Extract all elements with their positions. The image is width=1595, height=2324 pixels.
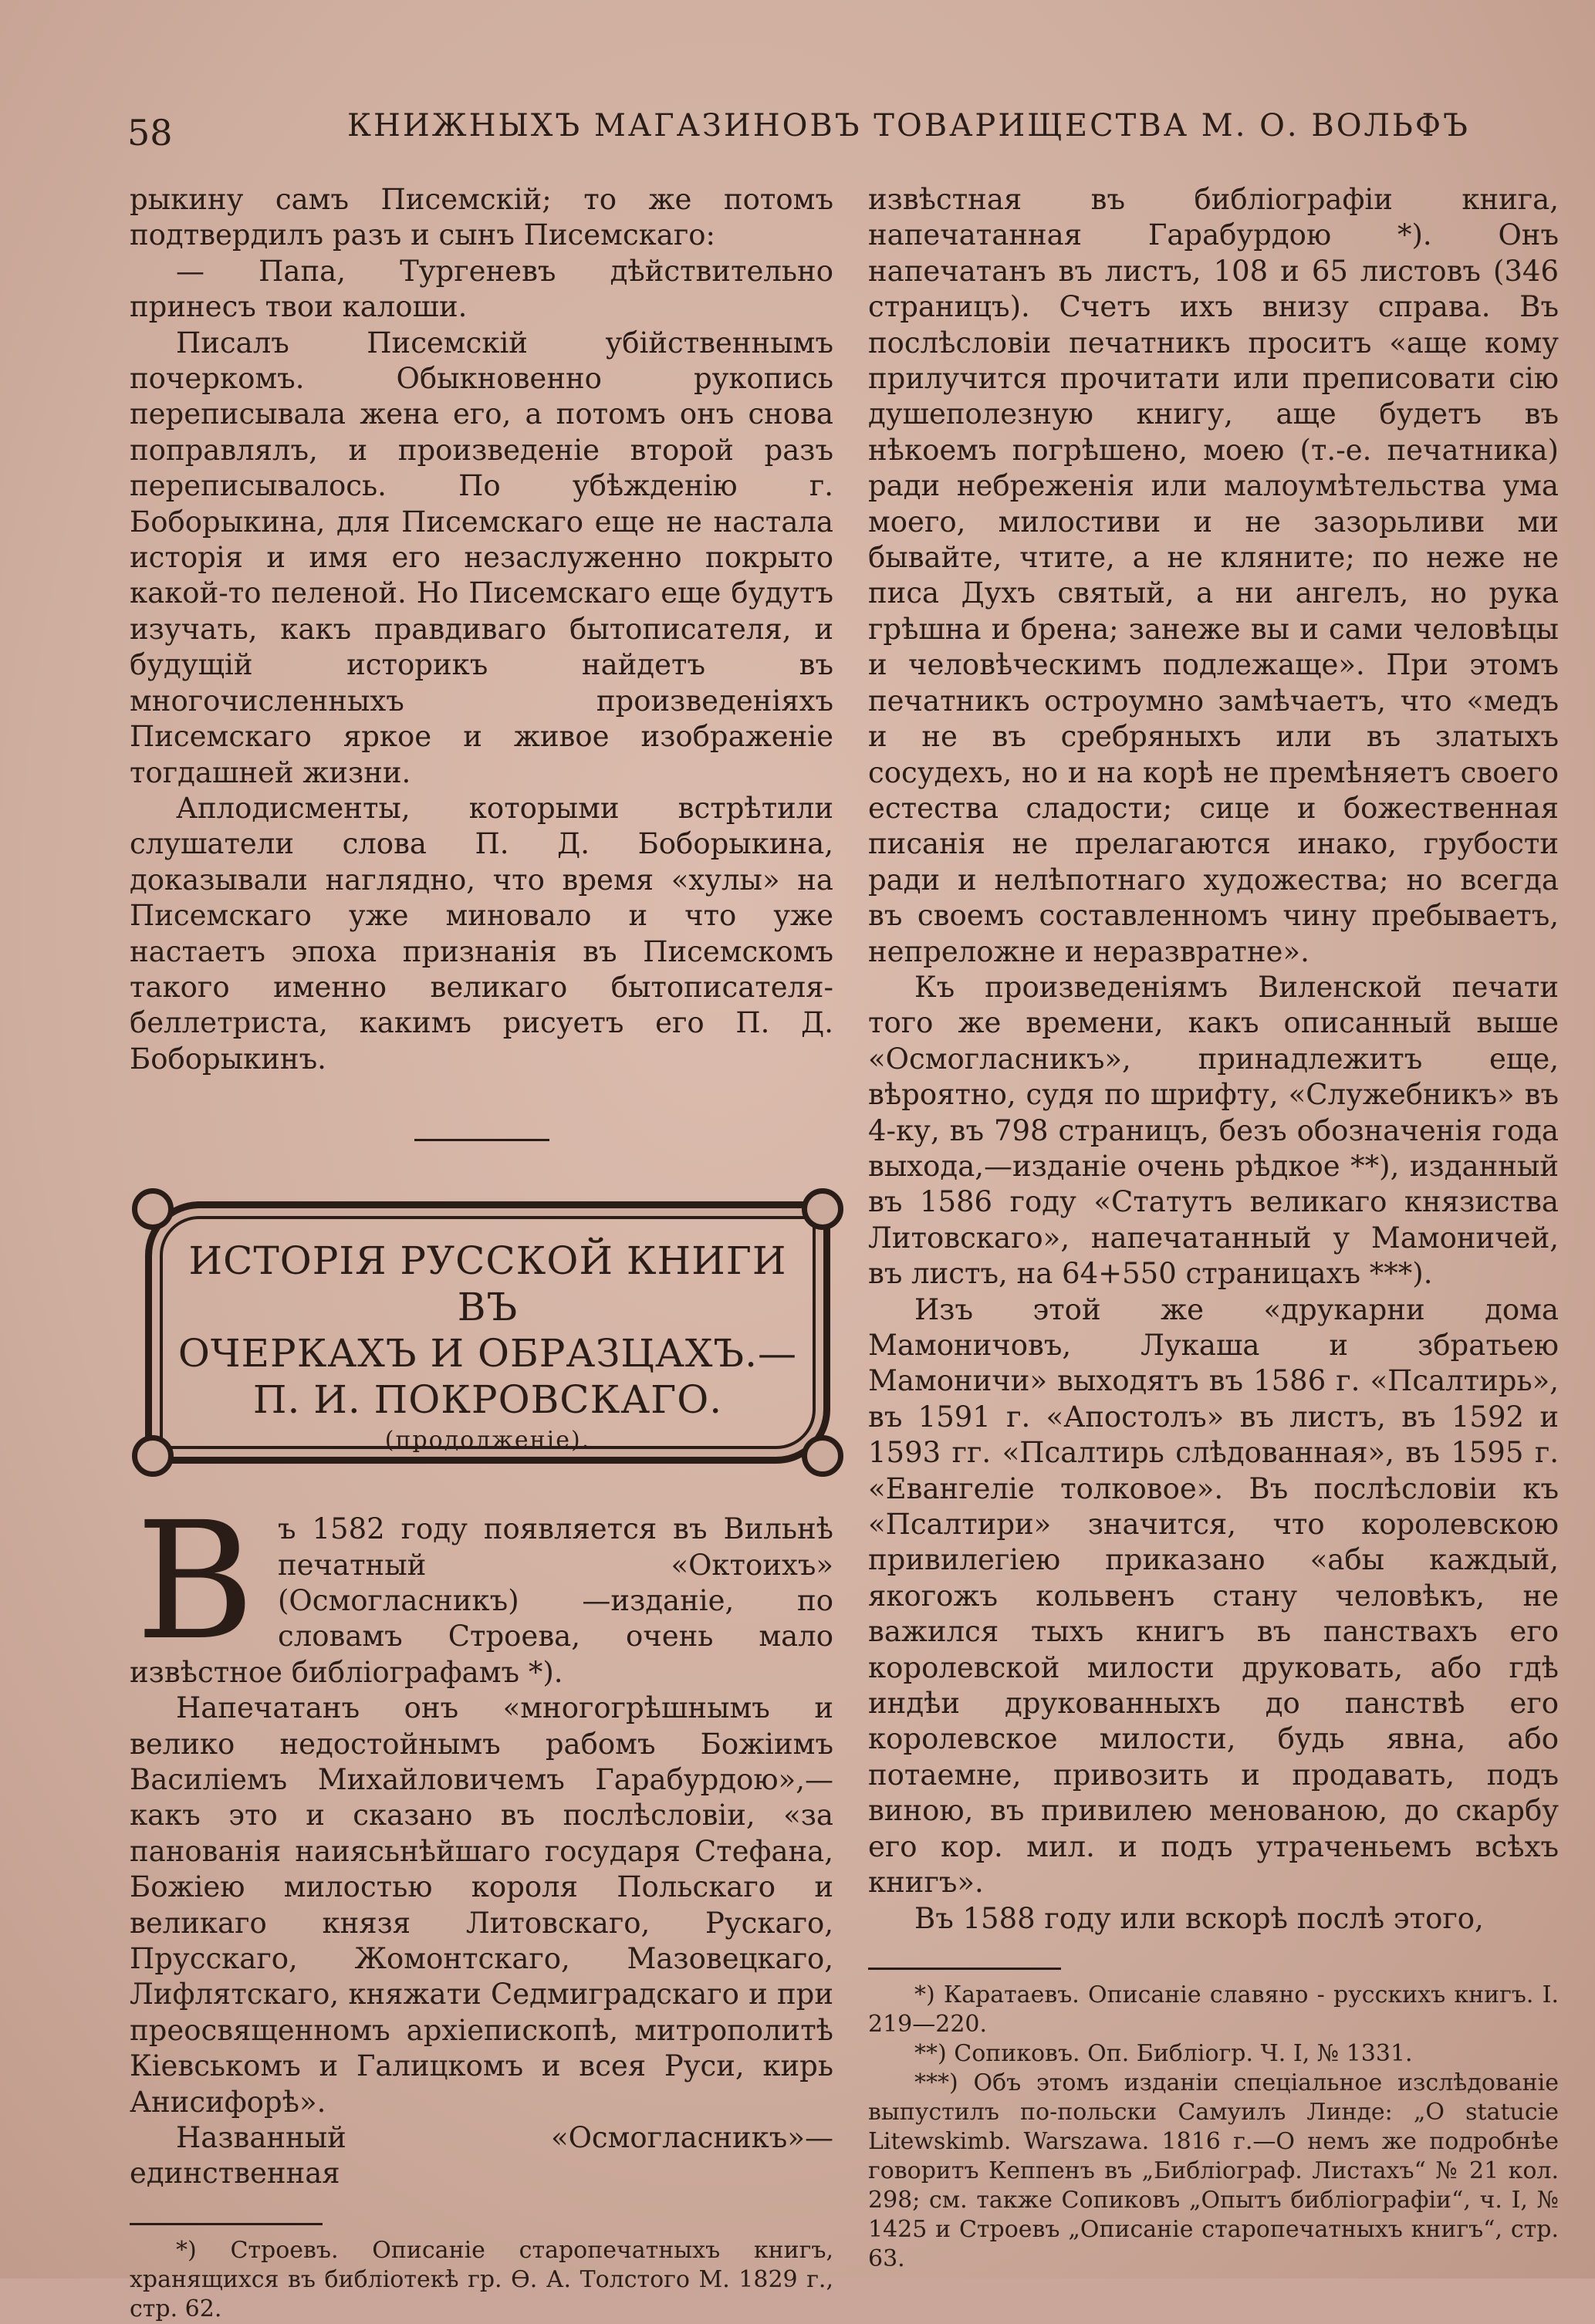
paragraph: Изъ этой же «друкарни дома Мамоничовъ, Лукаша и збратьею Мамоничи» выходятъ въ 1586 г. «Псалтирь», въ 1591 г. «Апостолъ» въ листъ, въ 1592 и 1593 гг. «Псалтирь слѣдованная», въ 1595 г. «Евангеліе толковое». Въ послѣсловіи къ «Псалтири» значится, что королевскою привилегіею приказано «абы каждый, якогожъ кольвенъ стану человѣкъ, не важился тыхъ книгъ въ панствахъ его королевской милости друковать, або гдѣ индѣи друкованныхъ до панствѣ его королевское милости, будь явна, або потаемне, привозить и продавать, подъ виною, въ привилею менованою, до скарбу его кор. мил. и подъ утраченьемъ всѣхъ книгъ». (868, 1292, 1559, 1900)
frame-ornament (132, 1435, 174, 1477)
frame-ornament (802, 1188, 843, 1230)
footnote: **) Сопиковъ. Оп. Библіогр. Ч. I, № 1331. (914, 2039, 1413, 2067)
right-column (868, 182, 1559, 2274)
paragraph: Аплодисменты, которыми встрѣтили слушатели слова П. Д. Боборыкина, доказывали наглядно, что время «хулы» на Писемскаго уже миновало и что уже настаетъ эпоха признанія въ Писемскомъ такого именно великаго бытописателя-беллетриста, какимъ рисуетъ его П. Д. Боборыкинъ. (130, 791, 833, 1076)
paragraph: Къ произведеніямъ Виленской печати того же времени, какъ описанный выше «Осмогласникъ», принадлежитъ еще, вѣроятно, судя по шрифту, «Служебникъ» въ 4-ку, въ 798 страницъ, безъ обозначенія года выхода,—изданіе очень рѣдкое **), изданный въ 1586 году «Статутъ великаго князиства Литовскаго», напечатанный у Мамоничей, въ листъ, на 64+550 страницахъ ***). (868, 970, 1559, 1291)
footnote: *) Строевъ. Описаніе старопечатныхъ книгъ, хранящихся въ библіотекѣ гр. Ѳ. А. Толстого М. 1829 г., стр. 62. (130, 2236, 833, 2322)
paragraph: Писалъ Писемскій убійственнымъ почеркомъ. Обыкновенно рукопись переписывала жена его, а потомъ онъ снова поправлялъ, и произведеніе второй разъ переписывалось. По убѣжденію г. Боборыкина, для Писемскаго еще не настала исторія и имя его незаслуженно покрыто какой-то пеленой. Но Писемскаго еще будутъ изучать, какъ правдиваго бытописателя, и будущій историкъ найдетъ въ многочисленныхъ произведеніяхъ Писемскаго яркое и живое изображеніе тогдашней жизни. (130, 326, 833, 789)
paragraph: ъ 1582 году появляется въ Вильнѣ печатный «Октоихъ» (Осмогласникъ) —изданіе, по словамъ Строева, очень мало извѣстное библіографамъ *). (130, 1512, 833, 1689)
section-subtitle: (продолженіе). (384, 1427, 591, 1454)
running-title: КНИЖНЫХЪ МАГАЗИНОВЪ ТОВАРИЩЕСТВА М. О. ВОЛЬФЪ (347, 108, 1470, 144)
footnote-rule (868, 1968, 1061, 1970)
section-title (152, 1208, 823, 1423)
article-start (130, 1487, 833, 1691)
section-title-line: ИСТОРІЯ РУССКОЙ КНИГИ ВЪ (188, 1238, 787, 1330)
paragraph: извѣстная въ библіографіи книга, напечатанная Гарабурдою *). Онъ напечатанъ въ листъ, 108 и 65 листовъ (346 страницъ). Счетъ ихъ внизу справа. Въ послѣсловіи печатникъ проситъ «аще кому прилучится прочитати или преписовати сію душеполезную книгу, аще будетъ въ нѣкоемъ погрѣшено, моею (т.-е. печатника) ради небреженія или малоумѣтельства ума моего, милостиви и не зазорьливи ми бывайте, чтите, а не кляните; по неже не писа Духъ святый, а ни ангелъ, но рука грѣшна и брена; занеже вы и сами человѣцы и человѣческимъ подлежаще». При этомъ печатникъ остроумно замѣчаетъ, что «медъ и не въ сребряныхъ или въ златыхъ сосудехъ, но и на корѣ не премѣняетъ своего естества сладости; сице и божественная писанія не прелагаются инако, грубости ради и нелѣпотнаго художества; но всегда въ своемъ составленномъ чину пребываетъ, непреложне и неразвратне». (868, 183, 1559, 968)
left-column (130, 182, 833, 2324)
paragraph: Названный «Осмогласникъ»—единственная (130, 2121, 833, 2191)
footnote: ***) Объ этомъ изданіи спеціальное изслѣдованіе выпустилъ по-польски Самуилъ Линде: „O statucie Litewskimb. Warszawa. 1816 г.—О немъ же подробнѣе говоритъ Кеппенъ въ „Библіограф. Листахъ“ № 21 кол. 298; см. также Сопиковъ „Опытъ библіографіи“, ч. I, № 1425 и Строевъ „Описаніе старопечатныхъ книгъ“, стр. 63. (868, 2069, 1559, 2272)
section-title-frame (145, 1201, 830, 1464)
section-title-line: ОЧЕРКАХЪ И ОБРАЗЦАХЪ.— (177, 1331, 798, 1376)
section-title-line: П. И. ПОКРОВСКАГО. (252, 1377, 723, 1423)
footnote: *) Каратаевъ. Описаніе славяно - русскихъ книгъ. I. 219—220. (868, 1981, 1559, 2038)
paragraph: рыкину самъ Писемскій; то же потомъ подтвердилъ разъ и сынъ Писемскаго: (130, 183, 833, 252)
frame-ornament (132, 1188, 174, 1230)
footnotes (130, 2236, 833, 2324)
paragraph: Напечатанъ онъ «многогрѣшнымъ и велико недостойнымъ рабомъ Божіимъ Василіемъ Михайловичемъ Гарабурдою»,—какъ это и сказано въ послѣсловіи, «за панованія наиясьнѣйшаго государя Стефана, Божіею милостью короля Польскаго и великаго князя Литовскаго, Рускаго, Прусскаго, Жомонтскаго, Мазовецкаго, Лифлятскаго, княжати Седмиградскаго и при преосвященномъ архіепископѣ, митрополитѣ Кіевськомъ и Галицкомъ и всея Руси, кирь Анисифорѣ». (130, 1691, 833, 2119)
section-divider (414, 1139, 549, 1141)
footnote-rule (130, 2223, 323, 2225)
drop-cap: В (135, 1487, 255, 1677)
paragraph: — Папа, Тургеневъ дѣйствительно принесъ твои калоши. (130, 254, 833, 324)
paragraph: Въ 1588 году или вскорѣ послѣ этого, (914, 1901, 1484, 1935)
footnotes (868, 1981, 1559, 2274)
frame-ornament (802, 1435, 843, 1477)
page-number: 58 (127, 112, 173, 154)
